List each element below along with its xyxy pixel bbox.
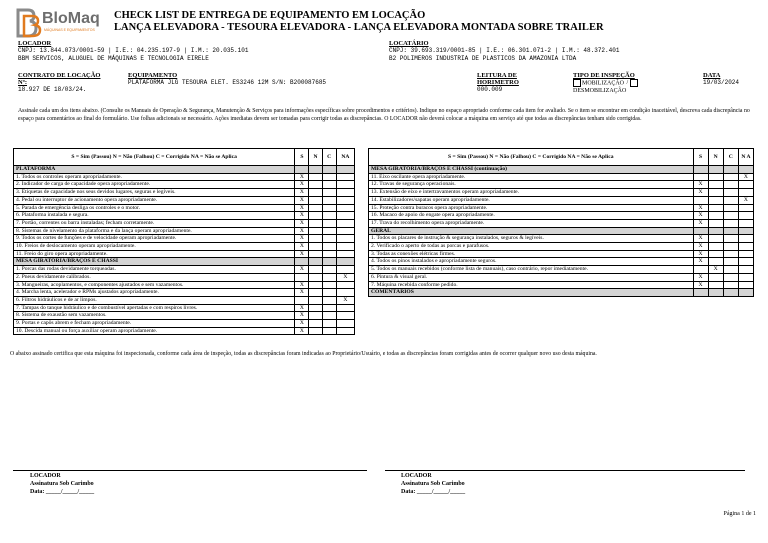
- checklist-item-label: 2. Verificado o aperto de todas as porcas e parafusos.: [369, 243, 694, 251]
- check-cell[interactable]: X: [708, 266, 723, 274]
- checklist-row: [369, 243, 754, 251]
- checklist-item-label: 7. Máquina recebida conforme pedido.: [369, 281, 694, 289]
- check-cell[interactable]: [309, 243, 322, 251]
- check-cell[interactable]: X: [295, 227, 309, 235]
- checklist-item-label: 16. Macaco de apoio do engate opera apropriadamente.: [369, 212, 694, 220]
- check-cell[interactable]: [309, 235, 322, 243]
- check-cell[interactable]: [708, 281, 723, 289]
- checklist-item-label: 1. Todos os placares de instrução & segurança instalados, seguros & legíveis.: [369, 235, 694, 243]
- check-cell[interactable]: [322, 289, 336, 297]
- horimetro-value: 000.009: [477, 86, 503, 93]
- check-cell[interactable]: [295, 273, 309, 281]
- signature-role: LOCADOR: [30, 473, 61, 479]
- check-cell[interactable]: X: [336, 273, 354, 281]
- check-cell[interactable]: [708, 235, 723, 243]
- title-line-1: CHECK LIST DE ENTREGA DE EQUIPAMENTO EM LOCAÇÃO: [114, 10, 426, 21]
- contrato-value: 18.927 DE 18/03/24.: [18, 86, 87, 93]
- checklist-row: [14, 227, 355, 235]
- check-cell[interactable]: X: [738, 196, 753, 204]
- column-header: N A: [738, 149, 753, 166]
- signature-date: Data: _____/_____/_____: [401, 489, 466, 495]
- check-cell[interactable]: [738, 166, 753, 174]
- signature-caption: Assinatura Sob Carimbo: [30, 481, 94, 487]
- check-cell[interactable]: [309, 166, 322, 174]
- checklist-row: [369, 219, 754, 227]
- check-cell[interactable]: [723, 181, 738, 189]
- signature-block-left: [30, 472, 94, 496]
- check-cell[interactable]: [738, 235, 753, 243]
- checklist-item-label: 4. Todos os pinos instalados e apropriadamente seguros.: [369, 258, 694, 266]
- check-cell[interactable]: [738, 212, 753, 220]
- check-cell[interactable]: [336, 212, 354, 220]
- check-cell[interactable]: [723, 173, 738, 181]
- check-cell[interactable]: [738, 243, 753, 251]
- check-cell[interactable]: [336, 289, 354, 297]
- checklist-item-label: 6. Filtros hidráulicos e de ar limpos.: [14, 296, 295, 304]
- checklist-row: [369, 196, 754, 204]
- check-cell[interactable]: [309, 289, 322, 297]
- equipamento-value: PLATAFORMA JLG TESOURA ELET. ES3246 12M S/N: B200087685: [128, 79, 327, 86]
- check-cell[interactable]: [322, 250, 336, 258]
- locador-block: [18, 40, 248, 62]
- section-title: MESA GIRATÓRIA/BRAÇOS E CHASSI: [14, 258, 295, 266]
- checklist-item-label: 10. Descida manual ou força auxiliar operam apropriadamente.: [14, 327, 295, 335]
- checklist-row: [14, 212, 355, 220]
- legend-header: S = Sim (Passou) N = Não (Falhou) C = Corrigido NA = Não se Aplica: [369, 149, 694, 166]
- checklist-row: [369, 181, 754, 189]
- check-cell[interactable]: X: [693, 181, 708, 189]
- checklist-row: [14, 243, 355, 251]
- check-cell[interactable]: [322, 266, 336, 274]
- desmobilizacao-option: DESMOBILIZAÇÃO: [573, 87, 627, 94]
- check-cell[interactable]: [309, 212, 322, 220]
- check-cell[interactable]: [309, 227, 322, 235]
- desmobilizacao-checkbox[interactable]: [630, 79, 638, 87]
- check-cell[interactable]: X: [693, 258, 708, 266]
- check-cell[interactable]: [708, 227, 723, 235]
- legend-header: S = Sim (Passou) N = Não (Falhou) C = Corrigido NA = Não se Aplica: [14, 149, 295, 166]
- checklist-item-label: 4. Pedal ou interruptor de acionamento opera apropriadamente.: [14, 196, 295, 204]
- section-title: PLATAFORMA: [14, 166, 295, 174]
- check-cell[interactable]: [708, 258, 723, 266]
- checklist-row: [369, 273, 754, 281]
- checklist-item-label: 8. Sistema de exaustão sem vazamentos.: [14, 312, 295, 320]
- check-cell[interactable]: [309, 304, 322, 312]
- check-cell[interactable]: [336, 189, 354, 197]
- signature-block-right: [401, 472, 465, 496]
- check-cell[interactable]: [708, 289, 723, 297]
- check-cell[interactable]: [708, 250, 723, 258]
- check-cell[interactable]: [693, 227, 708, 235]
- checklist-item-label: 6. Plataforma instalada e segura.: [14, 212, 295, 220]
- checklist-row: [369, 212, 754, 220]
- check-cell[interactable]: [322, 312, 336, 320]
- signature-role: LOCADOR: [401, 473, 432, 479]
- check-cell[interactable]: [295, 258, 309, 266]
- checklist-row: [369, 281, 754, 289]
- checklist-row: [14, 189, 355, 197]
- check-cell[interactable]: [723, 289, 738, 297]
- check-cell[interactable]: [322, 189, 336, 197]
- check-cell[interactable]: [322, 320, 336, 328]
- column-header: S: [295, 149, 309, 166]
- checklist-item-label: 1. Todos os controles operam apropriadamente.: [14, 173, 295, 181]
- company-logo: [14, 8, 104, 38]
- check-cell[interactable]: [723, 258, 738, 266]
- check-cell[interactable]: X: [738, 173, 753, 181]
- contrato-block: [18, 72, 100, 94]
- check-cell[interactable]: [322, 258, 336, 266]
- column-header: N: [708, 149, 723, 166]
- checklist-item-label: 1. Porcas das rodas devidamente torqueadas.: [14, 266, 295, 274]
- section-header-row: [369, 166, 754, 174]
- checklist-item-label: 17. Trava do recolhimento opera apropriadamente.: [369, 219, 694, 227]
- checklist-item-label: 11. Eixo oscilante opera apropriadamente.: [369, 173, 694, 181]
- check-cell[interactable]: [309, 312, 322, 320]
- checklist-row: [369, 266, 754, 274]
- checklist-item-label: 11. Freio do giro opera apropriadamente.: [14, 250, 295, 258]
- locatario-block: [389, 40, 619, 62]
- checklist-row: [369, 173, 754, 181]
- check-cell[interactable]: [738, 219, 753, 227]
- checklist-item-label: 15. Proteção contra buracos opera apropriadamente.: [369, 204, 694, 212]
- check-cell[interactable]: X: [693, 250, 708, 258]
- check-cell[interactable]: [708, 181, 723, 189]
- check-cell[interactable]: [738, 250, 753, 258]
- locatario-ids: CNPJ: 39.693.319/0001-85 | I.E.: 06.301.071-2 | I.M.: 48.372.401: [389, 47, 620, 54]
- locatario-label: LOCATÁRIO: [389, 40, 429, 47]
- checklist-item-label: 6. Pintura & visual geral.: [369, 273, 694, 281]
- checklist-item-label: 9. Todos os cortes de funções e de velocidade operam apropriadamente.: [14, 235, 295, 243]
- check-cell[interactable]: X: [693, 212, 708, 220]
- checklist-item-label: 12. Travas de segurança operacionais.: [369, 181, 694, 189]
- check-cell[interactable]: [309, 196, 322, 204]
- check-cell[interactable]: [322, 235, 336, 243]
- checklist-row: [14, 273, 355, 281]
- check-cell[interactable]: X: [693, 204, 708, 212]
- checklist-row: [14, 320, 355, 328]
- check-cell[interactable]: X: [693, 243, 708, 251]
- inspecao-block: TIPO DE INSPEÇÃO MOBILIZAÇÃO / DESMOBILIZAÇÃO: [573, 72, 639, 95]
- checklist-item-label: 5. Parada de emergência desliga os controles e o motor.: [14, 204, 295, 212]
- section-title: MESA GIRATÓRIA/BRAÇOS E CHASSI (continuação): [369, 166, 694, 174]
- checklist-table-left: [13, 148, 355, 335]
- check-cell[interactable]: [738, 266, 753, 274]
- check-cell[interactable]: [708, 219, 723, 227]
- check-cell[interactable]: [309, 189, 322, 197]
- checklist-row: [14, 304, 355, 312]
- checklist-row: [14, 219, 355, 227]
- section-title: COMENTÁRIOS: [369, 289, 694, 297]
- checklist-row: [14, 327, 355, 335]
- checklist-row: [369, 189, 754, 197]
- check-cell[interactable]: [322, 296, 336, 304]
- check-cell[interactable]: [322, 166, 336, 174]
- logo-tagline: MÁQUINAS E EQUIPAMENTOS: [44, 28, 95, 32]
- check-cell[interactable]: [708, 212, 723, 220]
- checklist-item-label: 10. Freios de deslocamento operam apropriadamente.: [14, 243, 295, 251]
- signature-line-right: [385, 470, 745, 471]
- equipamento-block: [128, 72, 326, 87]
- check-cell[interactable]: [336, 204, 354, 212]
- check-cell[interactable]: [322, 327, 336, 335]
- check-cell[interactable]: [309, 327, 322, 335]
- check-cell[interactable]: [336, 250, 354, 258]
- locador-name: BBM SERVICOS, ALUGUEL DE MÁQUINAS E TECNOLOGIA EIRELE: [18, 54, 209, 62]
- check-cell[interactable]: [336, 320, 354, 328]
- checklist-item-label: 3. Mangueiras, acoplamentos, e componentes ajustados e sem vazamentos.: [14, 281, 295, 289]
- check-cell[interactable]: [336, 235, 354, 243]
- check-cell[interactable]: [336, 196, 354, 204]
- checklist-row: [14, 181, 355, 189]
- check-cell[interactable]: [723, 212, 738, 220]
- check-cell[interactable]: X: [295, 196, 309, 204]
- check-cell[interactable]: [322, 204, 336, 212]
- check-cell[interactable]: [708, 273, 723, 281]
- check-cell[interactable]: X: [295, 312, 309, 320]
- check-cell[interactable]: [336, 227, 354, 235]
- check-cell[interactable]: [295, 296, 309, 304]
- checklist-item-label: 3. Etiquetas de capacidade nos seus devidos lugares, seguras e legíveis.: [14, 189, 295, 197]
- check-cell[interactable]: [336, 312, 354, 320]
- data-label: DATA: [703, 72, 721, 79]
- check-cell[interactable]: [708, 243, 723, 251]
- checklist-row: [14, 173, 355, 181]
- mobilizacao-checkbox[interactable]: [573, 79, 581, 87]
- checklist-row: [14, 196, 355, 204]
- checklist-row: [369, 250, 754, 258]
- check-cell[interactable]: X: [295, 204, 309, 212]
- check-cell[interactable]: [309, 281, 322, 289]
- signature-date: Data: _____/_____/_____: [30, 489, 95, 495]
- checklist-row: [14, 312, 355, 320]
- check-cell[interactable]: [336, 219, 354, 227]
- check-cell[interactable]: [336, 243, 354, 251]
- inspecao-label: TIPO DE INSPEÇÃO: [573, 72, 635, 79]
- locador-label: LOCADOR: [18, 40, 52, 47]
- checklist-item-label: 13. Extensão de eixo e intertravamentos operam apropriadamente.: [369, 189, 694, 197]
- check-cell[interactable]: [336, 181, 354, 189]
- check-cell[interactable]: [309, 219, 322, 227]
- check-cell[interactable]: [738, 281, 753, 289]
- check-cell[interactable]: [322, 196, 336, 204]
- check-cell[interactable]: [693, 289, 708, 297]
- check-cell[interactable]: [723, 235, 738, 243]
- check-cell[interactable]: X: [295, 266, 309, 274]
- check-cell[interactable]: [322, 227, 336, 235]
- check-cell[interactable]: [738, 181, 753, 189]
- checklist-row: [14, 204, 355, 212]
- check-cell[interactable]: [336, 173, 354, 181]
- instructions-text: Assinale cada um dos itens abaixo. (Consulte os Manuais de Operação & Segurança, Manutenção & Serviços para informações específicas sobre procedimentos e critérios). Indique no espaço apropriado conforme cada item for avaliado. Se o item se encontrar em condição inaceitável, descreva cada discrepância no espaço para comentários ao final do formulário. Use folhas adicionais se necessário. Ações imediatas devem ser tomadas para corrigir todas as discrepâncias. O LOCADOR não deverá colocar a máquina em serviço até que todas as discrepâncias tenham sido corrigidas.: [18, 108, 750, 122]
- check-cell[interactable]: [738, 189, 753, 197]
- check-cell[interactable]: [723, 196, 738, 204]
- check-cell[interactable]: [322, 219, 336, 227]
- checklist-row: [14, 281, 355, 289]
- check-cell[interactable]: [309, 273, 322, 281]
- section-header-row: [369, 289, 754, 297]
- checklist-item-label: 14. Estabilizadores/sapatas operam apropriadamente.: [369, 196, 694, 204]
- check-cell[interactable]: X: [295, 189, 309, 197]
- check-cell[interactable]: X: [295, 212, 309, 220]
- horimetro-label-2: HORIMETRO: [477, 79, 519, 86]
- check-cell[interactable]: X: [295, 320, 309, 328]
- check-cell[interactable]: X: [295, 181, 309, 189]
- checklist-item-label: 3. Todas as conexões elétricas firmes.: [369, 250, 694, 258]
- check-cell[interactable]: [723, 166, 738, 174]
- checklist-row: [369, 235, 754, 243]
- horimetro-block: [477, 72, 519, 94]
- data-value: 19/03/2024: [703, 79, 740, 86]
- checklist-row: [14, 266, 355, 274]
- check-cell[interactable]: [708, 173, 723, 181]
- check-cell[interactable]: [322, 273, 336, 281]
- check-cell[interactable]: [723, 204, 738, 212]
- check-cell[interactable]: [723, 266, 738, 274]
- check-cell[interactable]: [693, 196, 708, 204]
- check-cell[interactable]: [309, 258, 322, 266]
- check-cell[interactable]: [738, 258, 753, 266]
- check-cell[interactable]: [708, 166, 723, 174]
- check-cell[interactable]: X: [295, 173, 309, 181]
- check-cell[interactable]: X: [295, 289, 309, 297]
- logo-mark-icon: [14, 8, 44, 38]
- check-cell[interactable]: X: [295, 327, 309, 335]
- page-number: Página 1 de 1: [723, 511, 756, 517]
- check-cell[interactable]: [738, 289, 753, 297]
- check-cell[interactable]: [309, 181, 322, 189]
- check-cell[interactable]: [336, 166, 354, 174]
- check-cell[interactable]: X: [336, 296, 354, 304]
- check-cell[interactable]: X: [693, 219, 708, 227]
- check-cell[interactable]: X: [693, 281, 708, 289]
- check-cell[interactable]: X: [295, 243, 309, 251]
- check-cell[interactable]: [309, 296, 322, 304]
- check-cell[interactable]: [336, 327, 354, 335]
- checklist-item-label: 2. Pneus devidamente calibrados.: [14, 273, 295, 281]
- horimetro-label-1: LEITURA DE: [477, 72, 517, 79]
- check-cell[interactable]: [295, 166, 309, 174]
- checklist-item-label: 9. Portas e capôs abrem e fecham apropriadamente.: [14, 320, 295, 328]
- document-title: [114, 10, 604, 34]
- check-cell[interactable]: X: [295, 250, 309, 258]
- check-cell[interactable]: [693, 166, 708, 174]
- contrato-label: CONTRATO DE LOCAÇÃO: [18, 72, 101, 79]
- check-cell[interactable]: X: [693, 273, 708, 281]
- check-cell[interactable]: [336, 258, 354, 266]
- check-cell[interactable]: [738, 273, 753, 281]
- check-cell[interactable]: [693, 173, 708, 181]
- check-cell[interactable]: [309, 204, 322, 212]
- check-cell[interactable]: [336, 266, 354, 274]
- checklist-row: [14, 289, 355, 297]
- column-header: S: [693, 149, 708, 166]
- title-line-2: LANÇA ELEVADORA - TESOURA ELEVADORA - LANÇA ELEVADORA MONTADA SOBRE TRAILER: [114, 22, 604, 33]
- check-cell[interactable]: [723, 250, 738, 258]
- check-cell[interactable]: [309, 266, 322, 274]
- locador-ids: CNPJ: 13.844.073/0001-59 | I.E.: 04.235.197-9 | I.M.: 20.035.101: [18, 47, 249, 54]
- check-cell[interactable]: [723, 281, 738, 289]
- checklist-row: [14, 235, 355, 243]
- check-cell[interactable]: [738, 204, 753, 212]
- mobilizacao-option: MOBILIZAÇÃO: [582, 80, 624, 87]
- check-cell[interactable]: [309, 320, 322, 328]
- checklist-item-label: 2. Indicador de carga de capacidade opera apropriadamente.: [14, 181, 295, 189]
- check-cell[interactable]: [723, 243, 738, 251]
- check-cell[interactable]: [723, 189, 738, 197]
- section-title: GERAL: [369, 227, 694, 235]
- check-cell[interactable]: [708, 204, 723, 212]
- check-cell[interactable]: [322, 212, 336, 220]
- check-cell[interactable]: [336, 304, 354, 312]
- check-cell[interactable]: [322, 173, 336, 181]
- check-cell[interactable]: X: [295, 304, 309, 312]
- check-cell[interactable]: [309, 173, 322, 181]
- column-header: N: [309, 149, 322, 166]
- column-header: C: [322, 149, 336, 166]
- check-cell[interactable]: [322, 281, 336, 289]
- checklist-row: [369, 204, 754, 212]
- checklist-row: [369, 258, 754, 266]
- check-cell[interactable]: [322, 181, 336, 189]
- check-cell[interactable]: [309, 250, 322, 258]
- check-cell[interactable]: [708, 196, 723, 204]
- check-cell[interactable]: [723, 219, 738, 227]
- column-header: NA: [336, 149, 354, 166]
- check-cell[interactable]: [336, 281, 354, 289]
- contrato-number-label: Nº:: [18, 79, 28, 86]
- checklist-item-label: 7. Portão, correntes ou barra instaladas; fecham corretamente.: [14, 219, 295, 227]
- check-cell[interactable]: X: [693, 189, 708, 197]
- section-header-row: [14, 166, 355, 174]
- check-cell[interactable]: [723, 227, 738, 235]
- checklist-row: [14, 296, 355, 304]
- check-cell[interactable]: [723, 273, 738, 281]
- section-header-row: [14, 258, 355, 266]
- column-header: C: [723, 149, 738, 166]
- check-cell[interactable]: [693, 266, 708, 274]
- checklist-item-label: 4. Marcha lenta, acelerador e RPMs ajustados apropriadamente.: [14, 289, 295, 297]
- check-cell[interactable]: [322, 304, 336, 312]
- check-cell[interactable]: [322, 243, 336, 251]
- checklist-row: [14, 250, 355, 258]
- check-cell[interactable]: X: [295, 235, 309, 243]
- checklist-item-label: 5. Todos os manuais recebidos (conforme lista de manuais), caso contrário, repor imediatamente.: [369, 266, 694, 274]
- data-block: [703, 72, 739, 87]
- section-header-row: [369, 227, 754, 235]
- checklist-item-label: 8. Sistemas de nivelamento da plataforma e da lança operam apropriadamente.: [14, 227, 295, 235]
- checklist-table-right: [368, 148, 754, 297]
- logo-wordmark: BloMaq: [42, 10, 100, 27]
- checklist-item-label: 7. Tampas do tanque hidráulico e de combustível apertadas e com respiros livres.: [14, 304, 295, 312]
- signature-caption: Assinatura Sob Carimbo: [401, 481, 465, 487]
- certification-text: O abaixo assinado certifica que esta máquina foi inspecionada, conforme cada área de inspeção, todas as discrepâncias foram indicadas ao Proprietário/Usuário, e todas as discrepâncias foram corrigidas antes de ocorrer qualquer novo uso desta máquina.: [10, 351, 597, 357]
- check-cell[interactable]: [708, 189, 723, 197]
- equipamento-label: EQUIPAMENTO: [128, 72, 178, 79]
- check-cell[interactable]: X: [295, 219, 309, 227]
- check-cell[interactable]: X: [295, 281, 309, 289]
- check-cell[interactable]: [738, 227, 753, 235]
- signature-line-left: [13, 470, 367, 471]
- locatario-name: B2 POLIMEROS INDUSTRIA DE PLASTICOS DA AMAZONIA LTDA: [389, 54, 577, 62]
- check-cell[interactable]: X: [693, 235, 708, 243]
